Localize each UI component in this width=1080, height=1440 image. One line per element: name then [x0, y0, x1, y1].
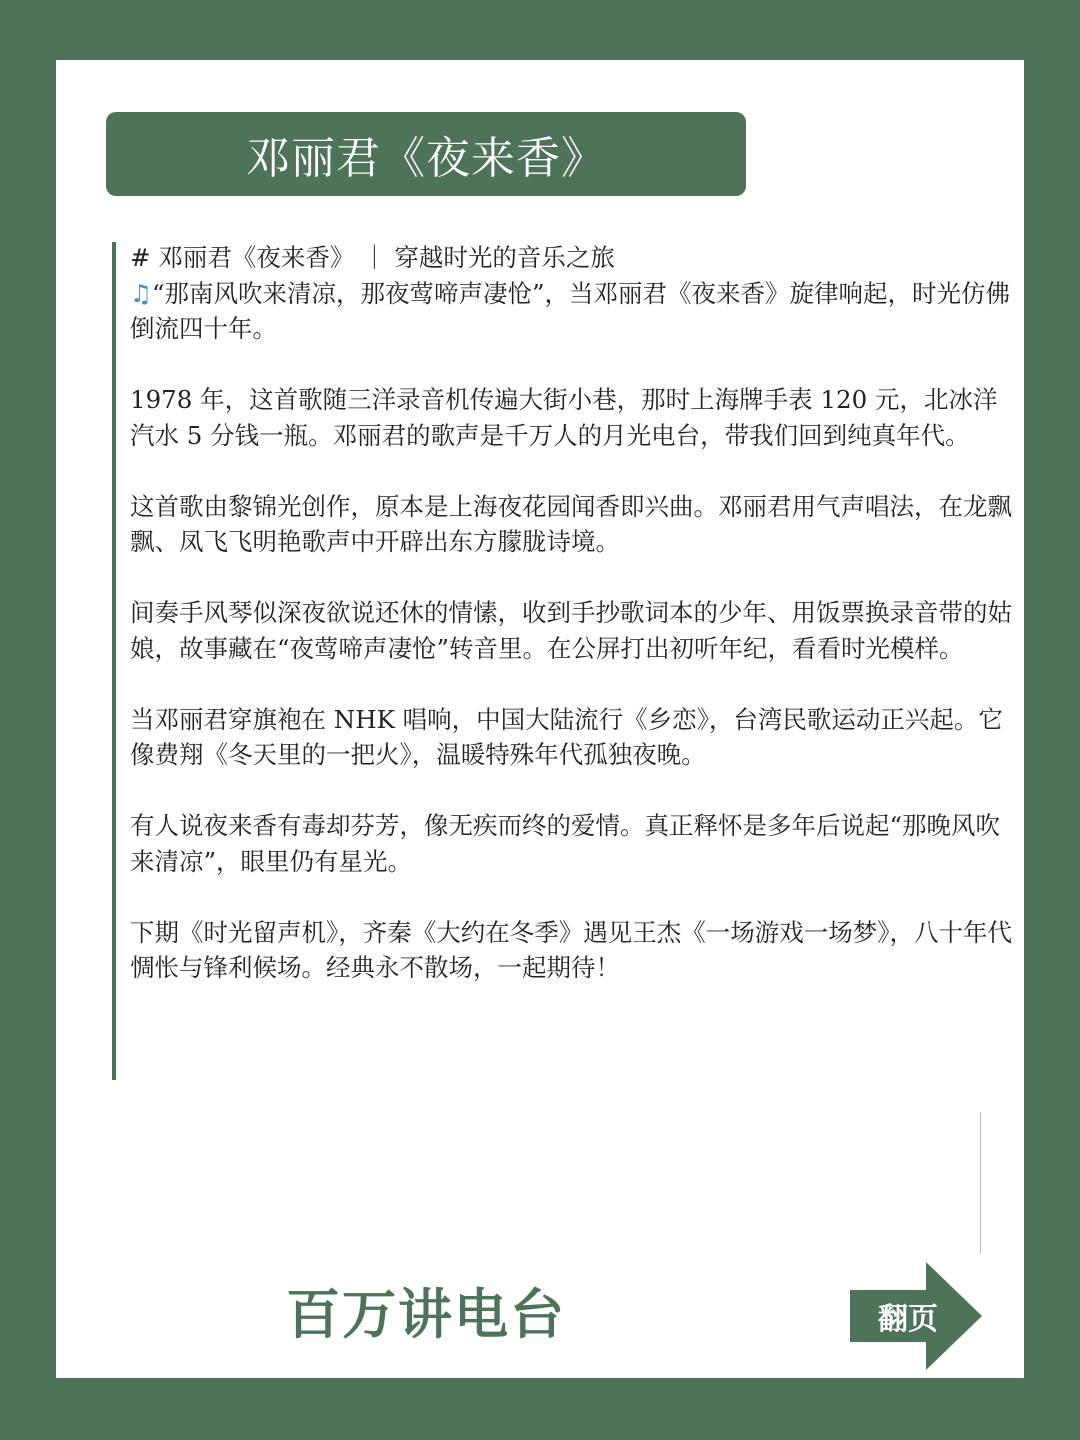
- page-title: 邓丽君《夜来香》: [106, 112, 746, 196]
- paragraph: 1978 年，这首歌随三洋录音机传遍大街小巷，那时上海牌手表 120 元，北冰洋汽水 5 分钱一瓶。邓丽君的歌声是千万人的月光电台，带我们回到纯真年代。: [130, 385, 998, 450]
- paragraph: 下期《时光留声机》，齐秦《大约在冬季》遇见王杰《一场游戏一场梦》，八十年代惆怅与锋利候场。经典永不散场，一起期待！: [130, 917, 1012, 982]
- intro-text: “那南风吹来清凉，那夜莺啼声凄怆”，当邓丽君《夜来香》旋律响起，时光仿佛倒流四十年。: [130, 278, 1011, 343]
- intro-paragraph: [130, 276, 1018, 347]
- brand-name: 百万讲电台: [286, 1283, 566, 1346]
- paragraph: 间奏手风琴似深夜欲说还休的情愫，收到手抄歌词本的少年、用饭票换录音带的姑娘，故事藏在“夜莺啼声凄怆”转音里。在公屏打出初听年纪，看看时光模样。: [130, 598, 1012, 663]
- paragraph: 有人说夜来香有毒却芬芳，像无疾而终的爱情。真正释怀是多年后说起“那晚风吹来清凉”，眼里仍有星光。: [130, 811, 1001, 876]
- next-page-label: 翻页: [878, 1302, 938, 1337]
- content-card: [56, 60, 1024, 1378]
- hashtag-line: # 邓丽君《夜来香》 ｜ 穿越时光的音乐之旅: [130, 243, 615, 272]
- paragraph: 这首歌由黎锦光创作，原本是上海夜花园闻香即兴曲。邓丽君用气声唱法，在龙飘飘、凤飞飞明艳歌声中开辟出东方朦胧诗境。: [130, 491, 1012, 556]
- next-page-button[interactable]: [850, 1262, 982, 1370]
- musical-note-icon: ♫: [130, 278, 152, 308]
- quote-bar: [112, 242, 116, 1080]
- divider: [980, 1112, 981, 1254]
- paragraph: 当邓丽君穿旗袍在 NHK 唱响，中国大陆流行《乡恋》，台湾民歌运动正兴起。它像费翔《冬天里的一把火》，温暖特殊年代孤独夜晚。: [130, 704, 1003, 769]
- article-body: [130, 240, 1018, 1021]
